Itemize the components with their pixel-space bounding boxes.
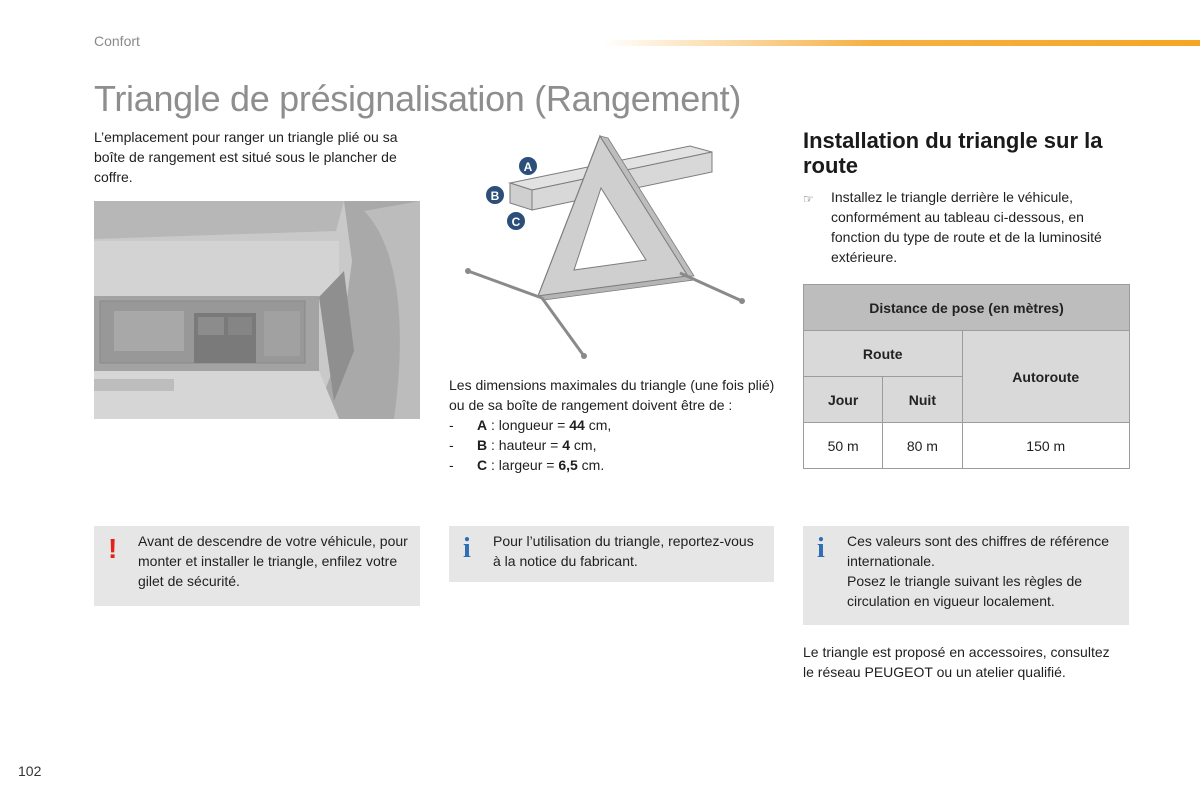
hand-pointer-icon: ☞ [803,192,814,206]
info-icon: i [817,533,825,564]
label-c: C [511,215,521,229]
table-header-autoroute: Autoroute [962,331,1130,423]
page-title: Triangle de présignalisation (Rangement) [94,78,742,119]
table-cell: 150 m [962,423,1130,469]
label-b-badge [485,185,505,205]
info-note-reference [803,526,1129,625]
warning-exclamation-icon: ! [108,533,118,564]
installation-bullet [803,187,1123,267]
label-a: A [523,160,533,174]
table-cell: 80 m [883,423,962,469]
dimensions-list [449,415,779,475]
dimension-key: A [477,417,488,433]
info-icon: i [463,533,471,564]
dimension-value: 6,5 [558,457,578,473]
warning-note [94,526,420,606]
distance-table [803,284,1130,469]
intro-paragraph: L’emplacement pour ranger un triangle plié ou sa boîte de rangement est situé sous le plancher de coffre. [94,129,398,185]
section-label: Confort [94,33,140,49]
table-header-route: Route [804,331,963,377]
dimension-key: B [477,437,488,453]
dimension-value: 44 [569,417,585,433]
trunk-photo [94,201,420,419]
installation-text: Installez le triangle derrière le véhicule, conformément au tableau ci-dessous, en fonction du type de route et de la luminosité extérieure. [831,189,1102,265]
info-note-manufacturer [449,526,774,582]
label-a-badge [518,156,538,176]
dimension-item-a: - A : longueur = 44 cm, [449,417,612,433]
header-accent-bar [604,40,1200,46]
installation-heading: Installation du triangle sur la route [803,128,1103,178]
warning-text: Avant de descendre de votre véhicule, pour monter et installer le triangle, enfilez votre gilet de sécurité. [138,533,408,589]
accessories-paragraph: Le triangle est proposé en accessoires, consultez le réseau PEUGEOT ou un atelier qualifié. [803,644,1110,680]
table-cell: 50 m [804,423,883,469]
dimension-item-c: - C : largeur = 6,5 cm. [449,457,605,473]
page-number: 102 [18,763,42,779]
info-text: Pour l’utilisation du triangle, reportez-vous à la notice du fabricant. [493,533,754,569]
label-c-badge [506,211,526,231]
triangle-diagram [450,128,780,363]
dimension-key: C [477,457,488,473]
table-header-jour: Jour [804,377,883,423]
dimension-value: 4 [562,437,571,453]
info-text-rules: Posez le triangle suivant les règles de circulation en vigueur localement. [847,573,1083,609]
dimensions-block [449,375,779,475]
label-b: B [490,189,500,203]
table-caption: Distance de pose (en mètres) [804,285,1130,331]
dimension-item-b: - B : hauteur = 4 cm, [449,437,597,453]
info-text-reference: Ces valeurs sont des chiffres de référence internationale. [847,533,1109,569]
table-header-nuit: Nuit [883,377,962,423]
dimensions-lead: Les dimensions maximales du triangle (une fois plié) ou de sa boîte de rangement doivent être de : [449,377,775,413]
